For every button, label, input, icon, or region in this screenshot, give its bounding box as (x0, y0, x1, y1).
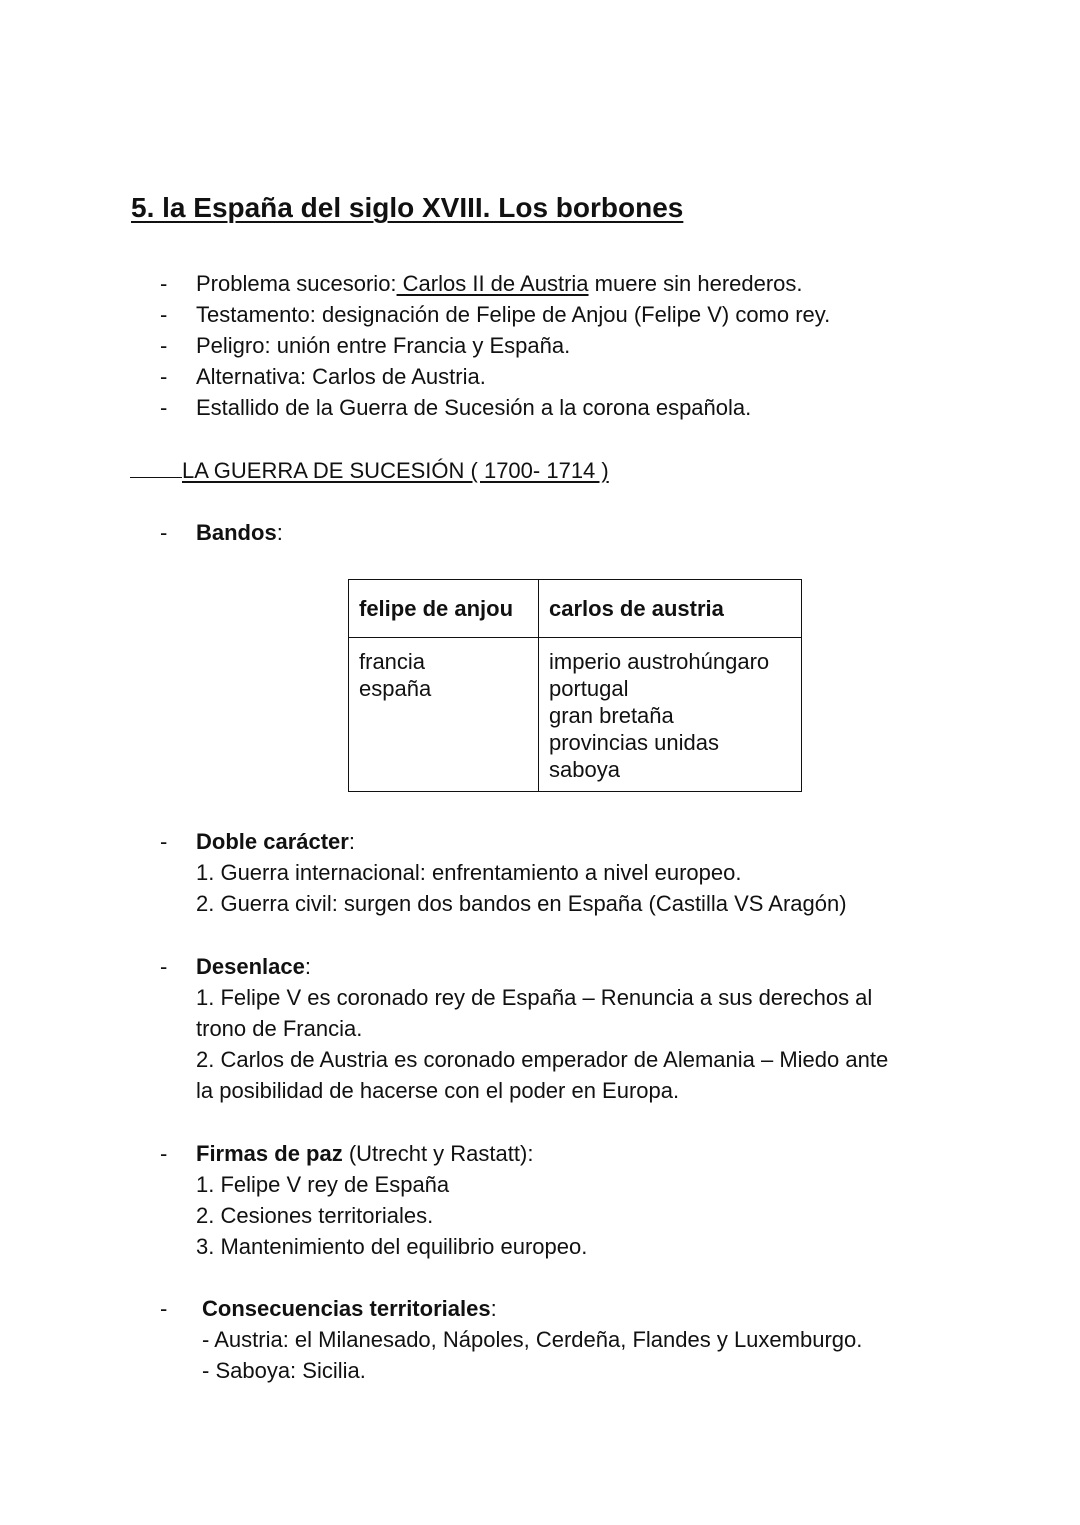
ally-item: gran bretaña (549, 703, 674, 728)
section-heading-text: LA GUERRA DE SUCESIÓN ( 1700- 1714 ) (182, 458, 609, 483)
table-header-row (349, 580, 802, 638)
desenlace-label: Desenlace (196, 954, 305, 979)
doble-colon: : (348, 829, 355, 854)
consecuencias-section (160, 1293, 862, 1386)
bullet-dash: - (160, 302, 168, 327)
list-item (160, 392, 830, 423)
firmas-label: Firmas de paz (196, 1141, 343, 1166)
ally-item: francia (359, 649, 426, 674)
list-item (160, 268, 830, 299)
bandos-colon: : (276, 520, 283, 545)
section-heading (130, 455, 609, 486)
item-underlined-text: Carlos II de Austria (396, 271, 589, 296)
bandos-section (160, 517, 283, 548)
item-text: Problema sucesorio: (196, 271, 397, 296)
consecuencias-label: Consecuencias territoriales (202, 1296, 491, 1321)
desenlace-heading (160, 951, 888, 982)
bullet-dash: - (160, 1141, 168, 1166)
desenlace-section (160, 951, 888, 1106)
list-item (160, 330, 830, 361)
desenlace-line: 2. Carlos de Austria es coronado emperador de Alemania – Miedo ante (196, 1047, 889, 1072)
carlos-allies-cell (539, 638, 802, 792)
item-text: Estallido de la Guerra de Sucesión a la corona española. (196, 395, 752, 420)
consecuencias-colon: : (490, 1296, 497, 1321)
bullet-dash: - (160, 1296, 168, 1321)
intro-list (160, 268, 830, 423)
doble-line: 1. Guerra internacional: enfrentamiento a nivel europeo. (196, 860, 742, 885)
felipe-allies-cell (349, 638, 539, 792)
heading-leader-line (130, 455, 182, 478)
consecuencias-line: - Austria: el Milanesado, Nápoles, Cerdeña, Flandes y Luxemburgo. (202, 1327, 863, 1352)
bullet-dash: - (160, 829, 168, 854)
consecuencias-heading (160, 1293, 862, 1324)
bandos-label: Bandos (196, 520, 277, 545)
ally-item: españa (359, 676, 432, 701)
ally-item: provincias unidas (549, 730, 719, 755)
doble-caracter-section (160, 826, 847, 919)
firmas-suffix: (Utrecht y Rastatt): (342, 1141, 534, 1166)
bandos-heading (160, 517, 283, 548)
consecuencias-line: - Saboya: Sicilia. (202, 1358, 366, 1383)
desenlace-line: trono de Francia. (196, 1016, 363, 1041)
firmas-line: 3. Mantenimiento del equilibrio europeo. (196, 1234, 588, 1259)
table-row (349, 638, 802, 792)
bullet-dash: - (160, 333, 168, 358)
item-text: Alternativa: Carlos de Austria. (196, 364, 486, 389)
bullet-dash: - (160, 954, 168, 979)
list-item (160, 299, 830, 330)
ally-item: imperio austrohúngaro (549, 649, 770, 674)
bullet-dash: - (160, 520, 168, 545)
bullet-dash: - (160, 395, 168, 420)
bandos-table (348, 579, 802, 792)
firmas-heading (160, 1138, 587, 1169)
item-text: Testamento: designación de Felipe de Anjou (Felipe V) como rey. (196, 302, 831, 327)
desenlace-colon: : (304, 954, 311, 979)
header-felipe: felipe de anjou (349, 580, 539, 638)
doble-label: Doble carácter (196, 829, 349, 854)
bullet-dash: - (160, 364, 168, 389)
ally-item: portugal (549, 676, 629, 701)
firmas-line: 1. Felipe V rey de España (196, 1172, 450, 1197)
bullet-dash: - (160, 271, 168, 296)
doble-heading (160, 826, 847, 857)
item-text: muere sin herederos. (588, 271, 803, 296)
item-text: Peligro: unión entre Francia y España. (196, 333, 571, 358)
page-title: 5. la España del siglo XVIII. Los borbones (131, 192, 684, 223)
header-carlos: carlos de austria (539, 580, 802, 638)
desenlace-line: la posibilidad de hacerse con el poder en Europa. (196, 1078, 680, 1103)
doble-line: 2. Guerra civil: surgen dos bandos en España (Castilla VS Aragón) (196, 891, 847, 916)
ally-item: saboya (549, 757, 620, 782)
desenlace-line: 1. Felipe V es coronado rey de España – Renuncia a sus derechos al (196, 985, 873, 1010)
firmas-section (160, 1138, 587, 1262)
list-item (160, 361, 830, 392)
firmas-line: 2. Cesiones territoriales. (196, 1203, 434, 1228)
